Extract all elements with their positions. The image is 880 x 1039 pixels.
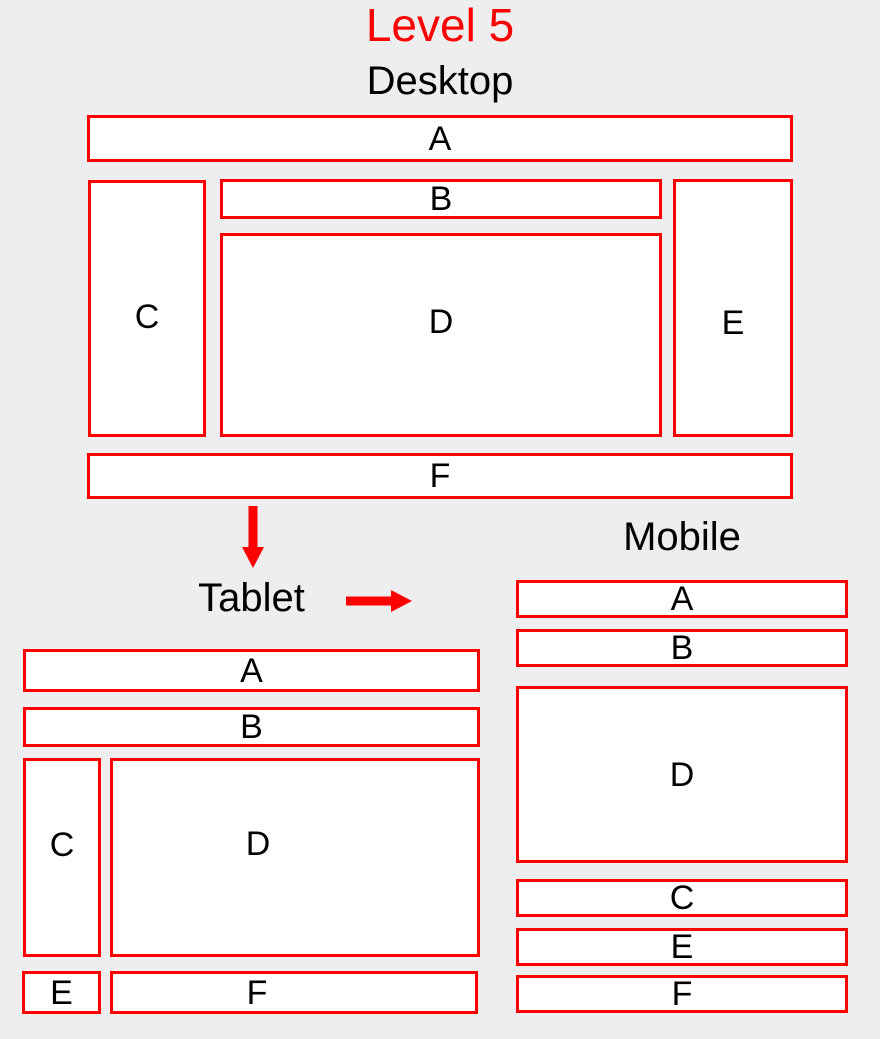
tablet-box-b (23, 707, 480, 747)
tablet-box-d (110, 758, 480, 957)
mobile-box-d (516, 686, 848, 863)
mobile-box-e-label: E (670, 928, 694, 966)
tablet-box-f (110, 971, 478, 1014)
desktop-box-e (673, 179, 793, 437)
mobile-box-a (516, 580, 848, 618)
desktop-box-c (88, 180, 206, 437)
mobile-box-d-label: D (669, 755, 695, 794)
mobile-heading: Mobile (623, 515, 741, 559)
mobile-box-f-label: F (671, 975, 693, 1013)
mobile-box-e (516, 928, 848, 966)
tablet-box-c-label: C (49, 825, 75, 864)
desktop-box-f (87, 453, 793, 499)
desktop-box-b (220, 179, 662, 219)
mobile-box-b-label: B (670, 629, 694, 667)
desktop-box-f-label: F (429, 457, 451, 495)
desktop-heading: Desktop (366, 59, 514, 103)
mobile-box-c (516, 879, 848, 917)
desktop-box-e-label: E (721, 304, 745, 342)
tablet-box-a-label: A (240, 651, 263, 690)
tablet-box-c (23, 758, 101, 957)
tablet-box-a (23, 649, 480, 692)
tablet-box-b-label: B (240, 708, 263, 746)
down-arrow-icon (241, 506, 265, 568)
tablet-box-f-label: F (246, 973, 268, 1012)
desktop-box-b-label: B (429, 180, 453, 218)
mobile-box-a-label: A (670, 580, 694, 618)
mobile-box-c-label: C (669, 879, 695, 917)
desktop-box-d (220, 233, 662, 437)
desktop-box-a (87, 115, 793, 162)
desktop-box-d-label: D (428, 303, 454, 341)
tablet-heading: Tablet (198, 576, 305, 620)
mobile-box-b (516, 629, 848, 667)
mobile-box-f (516, 975, 848, 1013)
desktop-box-c-label: C (134, 297, 160, 336)
tablet-box-e-label: E (50, 973, 73, 1012)
page-title: Level 5 (365, 0, 515, 51)
tablet-box-e (22, 971, 101, 1014)
tablet-box-d-label: D (245, 824, 271, 863)
desktop-box-a-label: A (428, 119, 452, 158)
